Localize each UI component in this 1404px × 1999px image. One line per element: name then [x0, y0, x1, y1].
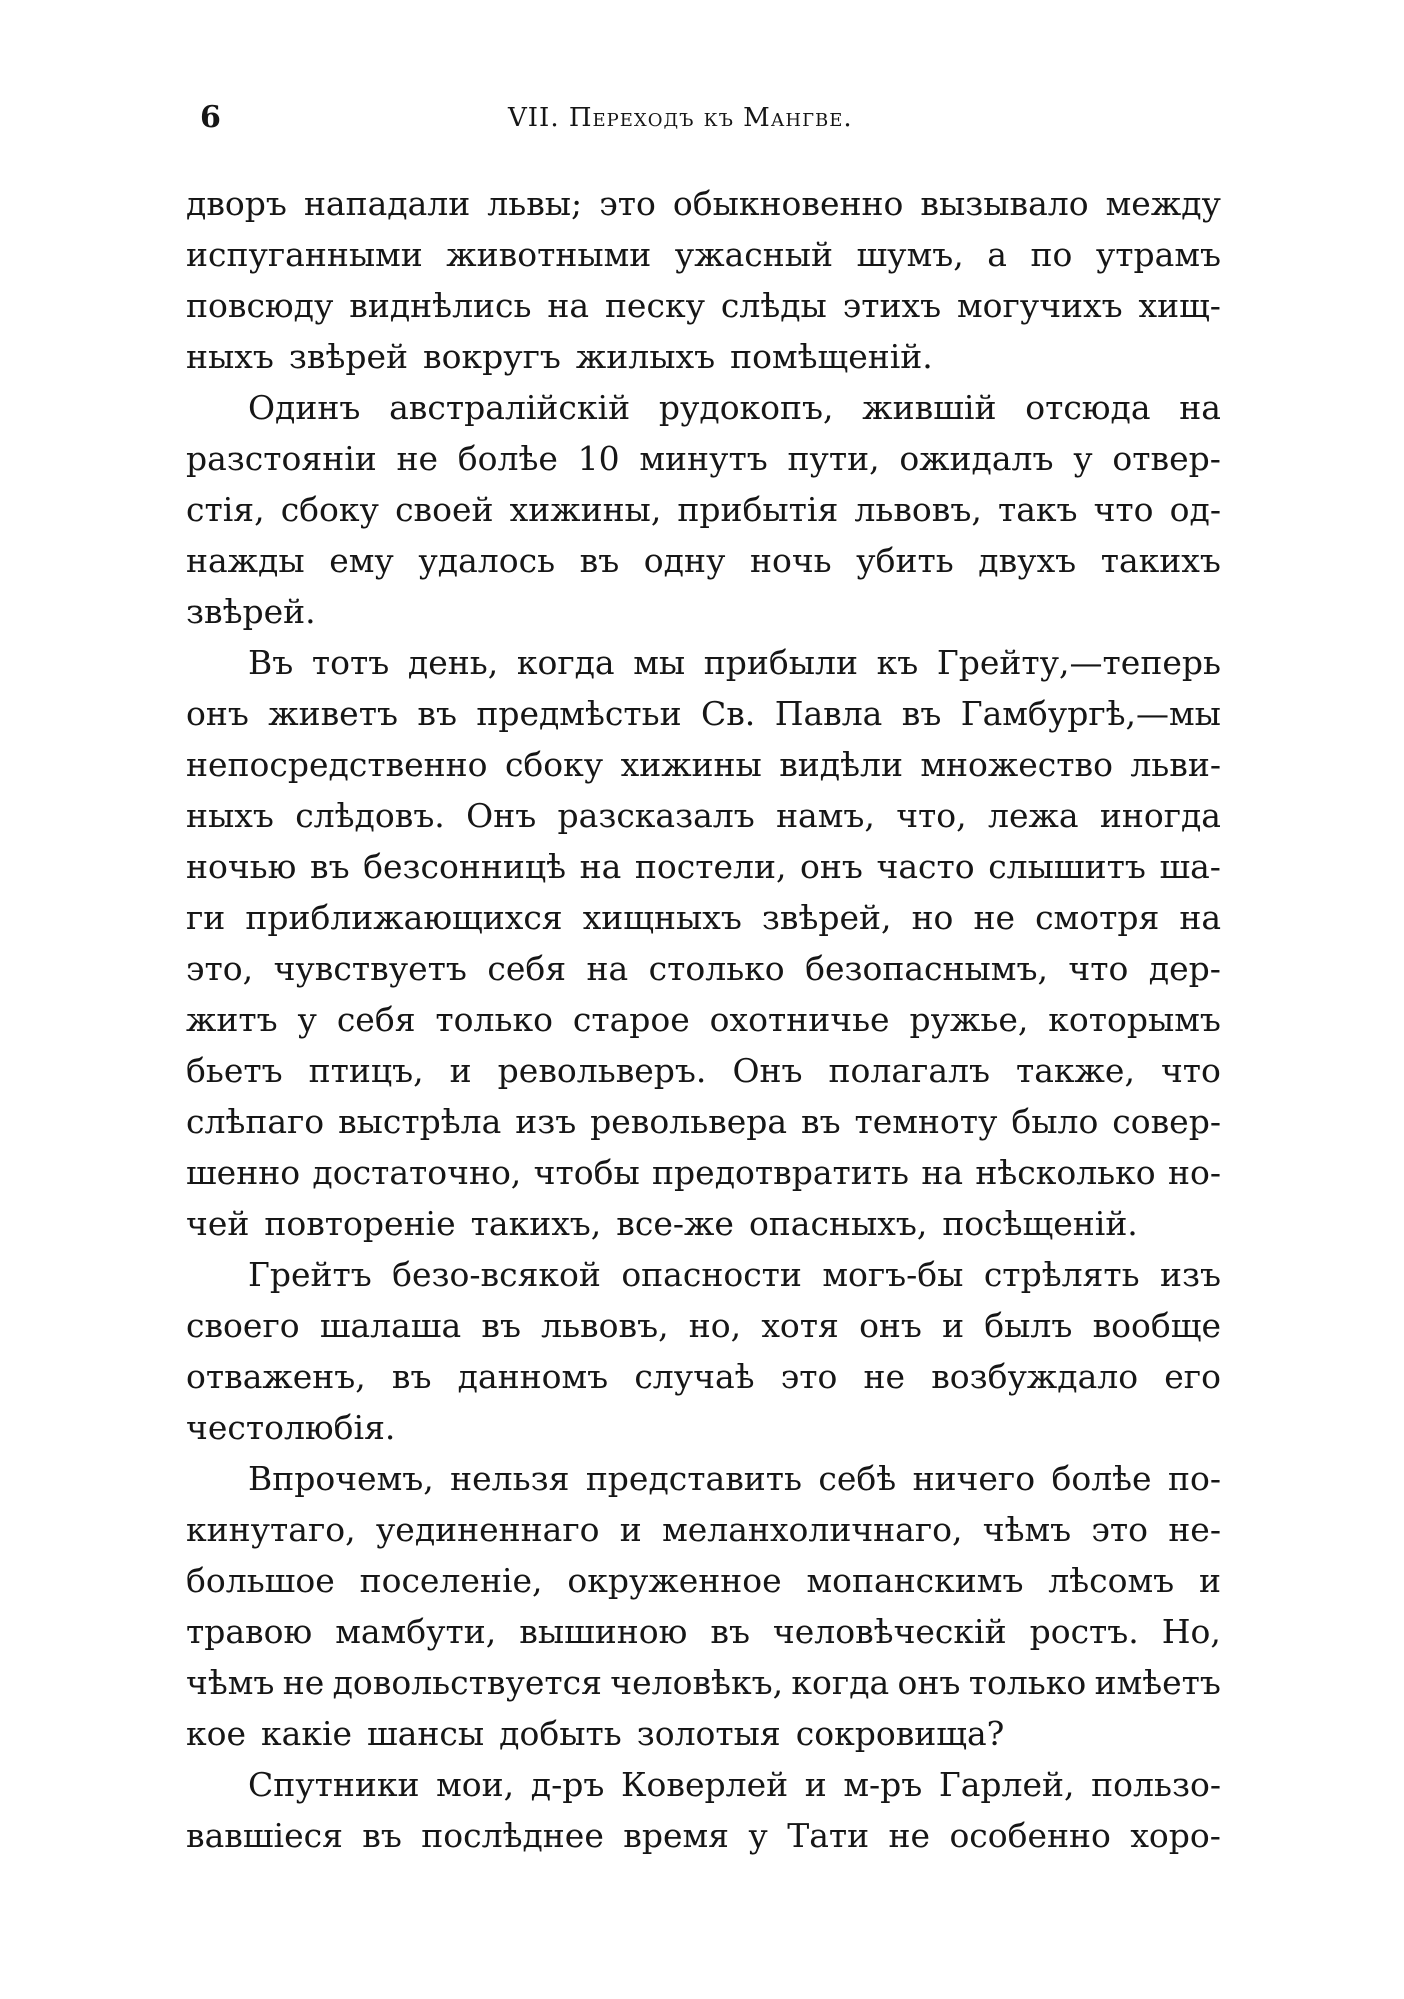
text-line: ныхъ звѣрей вокругъ жилыхъ помѣщеній.: [186, 337, 933, 376]
text-line: онъ живетъ въ предмѣстьи Св. Павла въ Гамбургѣ,—мы: [186, 694, 1221, 733]
text-line: бьетъ птицъ, и револьверъ. Онъ полагалъ также, что: [186, 1051, 1221, 1090]
text-line: это, чувствуетъ себя на столько безопаснымъ, что дер-: [186, 949, 1221, 988]
text-line: кое какіе шансы добыть золотыя сокровища?: [186, 1714, 1005, 1753]
text-line: повсюду виднѣлись на песку слѣды этихъ могучихъ хищ-: [186, 286, 1221, 325]
text-line: разстояніи не болѣе 10 минутъ пути, ожидалъ у отвер-: [186, 439, 1221, 478]
text-line: Грейтъ безо-всякой опасности могъ-бы стрѣлять изъ: [248, 1255, 1221, 1294]
text-line: чѣмъ не довольствуется человѣкъ, когда онъ только имѣетъ: [186, 1663, 1221, 1702]
text-line: ги приближающихся хищныхъ звѣрей, но не смотря на: [186, 898, 1221, 937]
text-line: шенно достаточно, чтобы предотвратить на нѣсколько но-: [186, 1153, 1221, 1192]
text-line: большое поселеніе, окруженное мопанскимъ лѣсомъ и: [186, 1561, 1221, 1600]
text-line: Въ тотъ день, когда мы прибыли къ Грейту,—теперь: [248, 643, 1221, 682]
text-line: Одинъ австралійскій рудокопъ, жившій отсюда на: [248, 388, 1221, 427]
text-line: травою мамбути, вышиною въ человѣческій ростъ. Но,: [186, 1612, 1221, 1651]
text-line: отваженъ, въ данномъ случаѣ это не возбуждало его: [186, 1357, 1221, 1396]
paragraph: [186, 637, 1221, 1249]
text-line: испуганными животными ужасный шумъ, а по утрамъ: [186, 235, 1221, 274]
text-line: житъ у себя только старое охотничье ружье, которымъ: [186, 1000, 1221, 1039]
paragraph: [186, 382, 1221, 637]
page-number: 6: [200, 100, 221, 135]
paragraph: [186, 1453, 1221, 1759]
text-line: непосредственно сбоку хижины видѣли множество льви-: [186, 745, 1221, 784]
body-text: [186, 178, 1221, 1861]
page-header: [0, 98, 1404, 138]
text-line: Впрочемъ, нельзя представить себѣ ничего болѣе по-: [248, 1459, 1221, 1498]
text-line: стія, сбоку своей хижины, прибытія львовъ, такъ что од-: [186, 490, 1221, 529]
text-line: ныхъ слѣдовъ. Онъ разсказалъ намъ, что, лежа иногда: [186, 796, 1221, 835]
text-line: нажды ему удалось въ одну ночь убить двухъ такихъ: [186, 541, 1221, 580]
text-line: честолюбія.: [186, 1408, 396, 1447]
text-line: вавшіеся въ послѣднее время у Тати не особенно хоро-: [186, 1816, 1221, 1855]
paragraph: [186, 178, 1221, 382]
text-line: звѣрей.: [186, 592, 316, 631]
text-line: своего шалаша въ львовъ, но, хотя онъ и былъ вообще: [186, 1306, 1221, 1345]
text-line: Спутники мои, д-ръ Коверлей и м-ръ Гарлей, пользо-: [248, 1765, 1221, 1804]
running-title: VII. Переходъ къ Мангве.: [508, 103, 853, 133]
text-line: дворъ нападали львы; это обыкновенно вызывало между: [186, 184, 1221, 223]
text-line: кинутаго, уединеннаго и меланхоличнаго, чѣмъ это не-: [186, 1510, 1221, 1549]
paragraph: [186, 1249, 1221, 1453]
paragraph: [186, 1759, 1221, 1861]
text-line: слѣпаго выстрѣла изъ револьвера въ темноту было совер-: [186, 1102, 1221, 1141]
text-line: чей повтореніе такихъ, все-же опасныхъ, посѣщеній.: [186, 1204, 1138, 1243]
text-line: ночью въ безсонницѣ на постели, онъ часто слышитъ ша-: [186, 847, 1221, 886]
